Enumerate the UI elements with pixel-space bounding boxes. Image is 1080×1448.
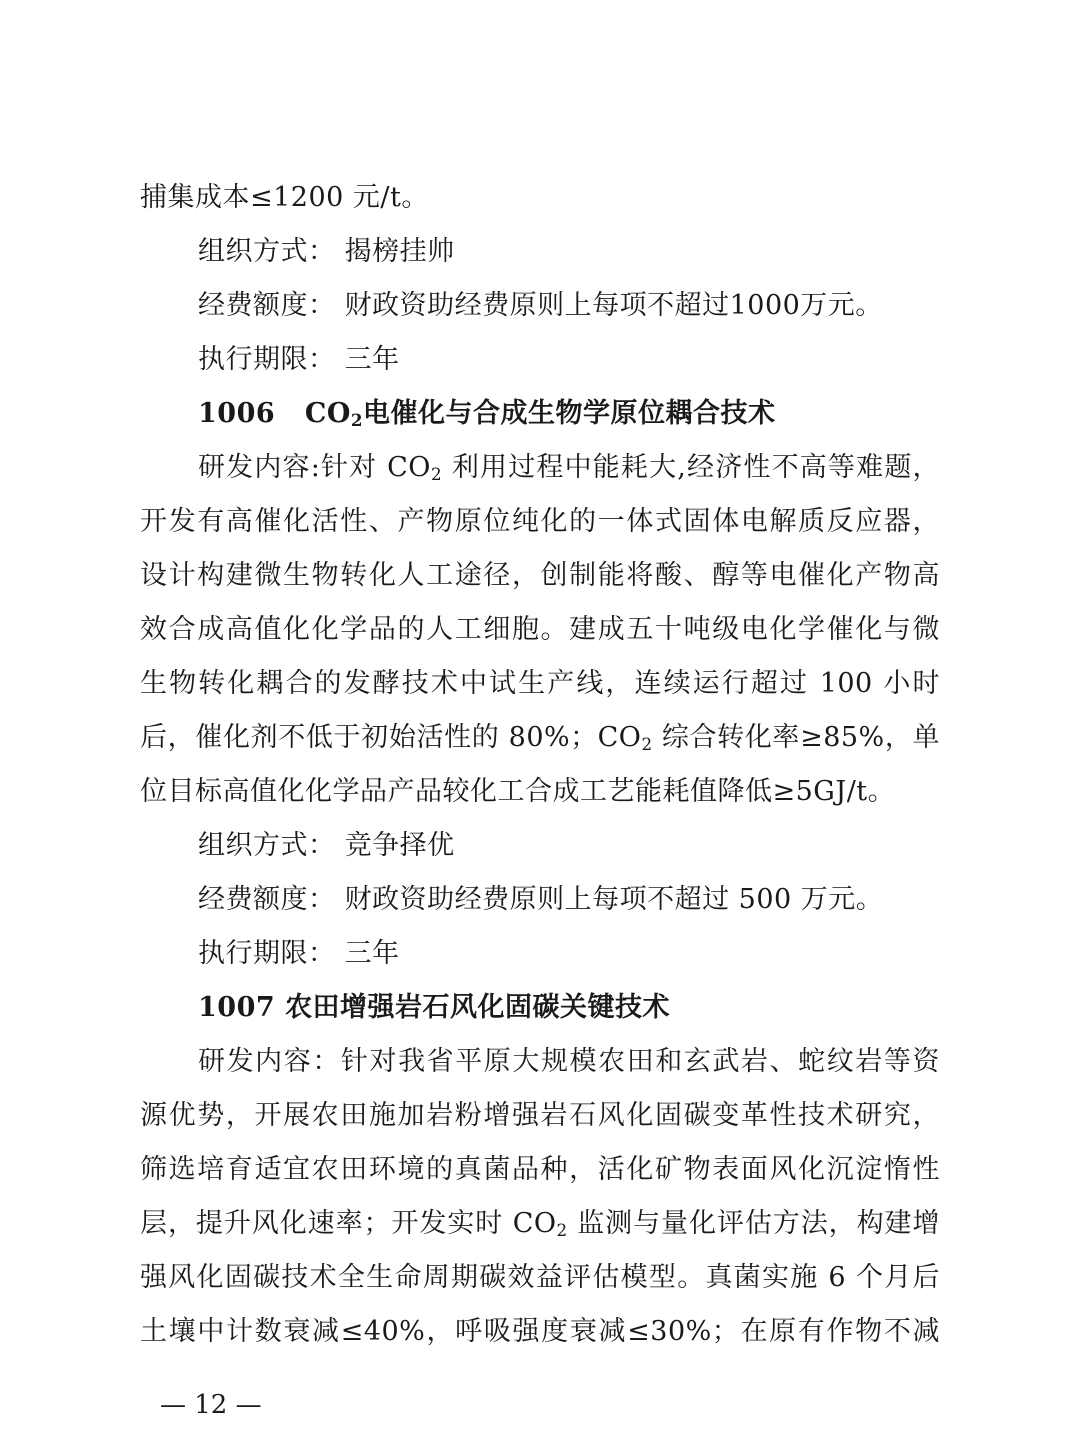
text: 捕集成本≤1200 元/t。 [140,182,429,213]
text: 利用过程中能耗大,经济性不高等难题， [442,452,940,483]
label: 研发内容： [198,1046,341,1077]
paragraph-line [140,1206,940,1242]
value: 财政资助经费原则上每项不超过 500 万元。 [344,884,884,915]
label: 研发内容: [198,452,321,483]
text: 监测与量化评估方法，构建增 [567,1208,940,1239]
text: 生物转化耦合的发酵技术中试生产线，连续运行超过 100 小时 [140,668,940,699]
subscript: 2 [556,1220,568,1241]
page-number: — 12 — [160,1390,262,1420]
paragraph-line [198,1044,940,1080]
text: 位目标高值化化学品产品较化工合成工艺能耗值降低≥5GJ/t。 [140,776,896,807]
text: 综合转化率≥85%，单 [652,722,941,753]
paragraph-line [140,1098,940,1134]
text: 效合成高值化化学品的人工细胞。建成五十吨级电化学催化与微 [140,614,940,645]
text: 针对 CO [320,452,431,483]
section-number: 1007 [198,992,276,1023]
text: 后，催化剂不低于初始活性的 80%；CO [140,722,642,753]
funding-amount [198,882,940,918]
section-heading-1006 [198,396,940,432]
execution-period [198,936,940,972]
organization-method [198,828,940,864]
text: 设计构建微生物转化人工途径，创制能将酸、醇等电催化产物高 [140,560,940,591]
title-part: 电催化与合成生物学原位耦合技术 [363,398,776,429]
label: 经费额度： [198,290,336,321]
label: 经费额度： [198,884,336,915]
paragraph-line [140,1314,940,1350]
paragraph-line [140,180,940,216]
label: 组织方式： [198,830,336,861]
text: 源优势，开展农田施加岩粉增强岩石风化固碳变革性技术研究， [140,1100,940,1131]
label: 执行期限： [198,938,336,969]
section-heading-1007 [198,990,940,1026]
paragraph-line [140,1260,940,1296]
text: 土壤中计数衰减≤40%，呼吸强度衰减≤30%；在原有作物不减 [140,1316,940,1347]
paragraph-line [140,1152,940,1188]
value: 揭榜挂帅 [344,236,455,267]
section-number: 1006 [198,398,276,429]
title: 农田增强岩石风化固碳关键技术 [285,992,671,1023]
value: 三年 [344,938,400,969]
execution-period [198,342,940,378]
organization-method [198,234,940,270]
subscript: 2 [350,410,364,431]
paragraph-line [140,720,940,756]
paragraph-line [140,504,940,540]
subscript: 2 [641,734,653,755]
funding-amount [198,288,940,324]
paragraph-line [140,666,940,702]
label: 组织方式： [198,236,336,267]
text: 筛选培育适宜农田环境的真菌品种，活化矿物表面风化沉淀惰性 [140,1154,940,1185]
value: 财政资助经费原则上每项不超过1000万元。 [344,290,883,321]
title-part: CO [304,398,351,429]
value: 竞争择优 [344,830,455,861]
subscript: 2 [430,464,443,485]
text: 层，提升风化速率；开发实时 CO [140,1208,557,1239]
text: 开发有高催化活性、产物原位纯化的一体式固体电解质反应器， [140,506,940,537]
paragraph-line [140,558,940,594]
paragraph-line [140,612,940,648]
paragraph-line [140,774,940,810]
text: 强风化固碳技术全生命周期碳效益评估模型。真菌实施 6 个月后 [140,1262,940,1293]
value: 三年 [344,344,400,375]
paragraph-line [198,450,940,486]
label: 执行期限： [198,344,336,375]
text: 针对我省平原大规模农田和玄武岩、蛇纹岩等资 [340,1046,941,1077]
